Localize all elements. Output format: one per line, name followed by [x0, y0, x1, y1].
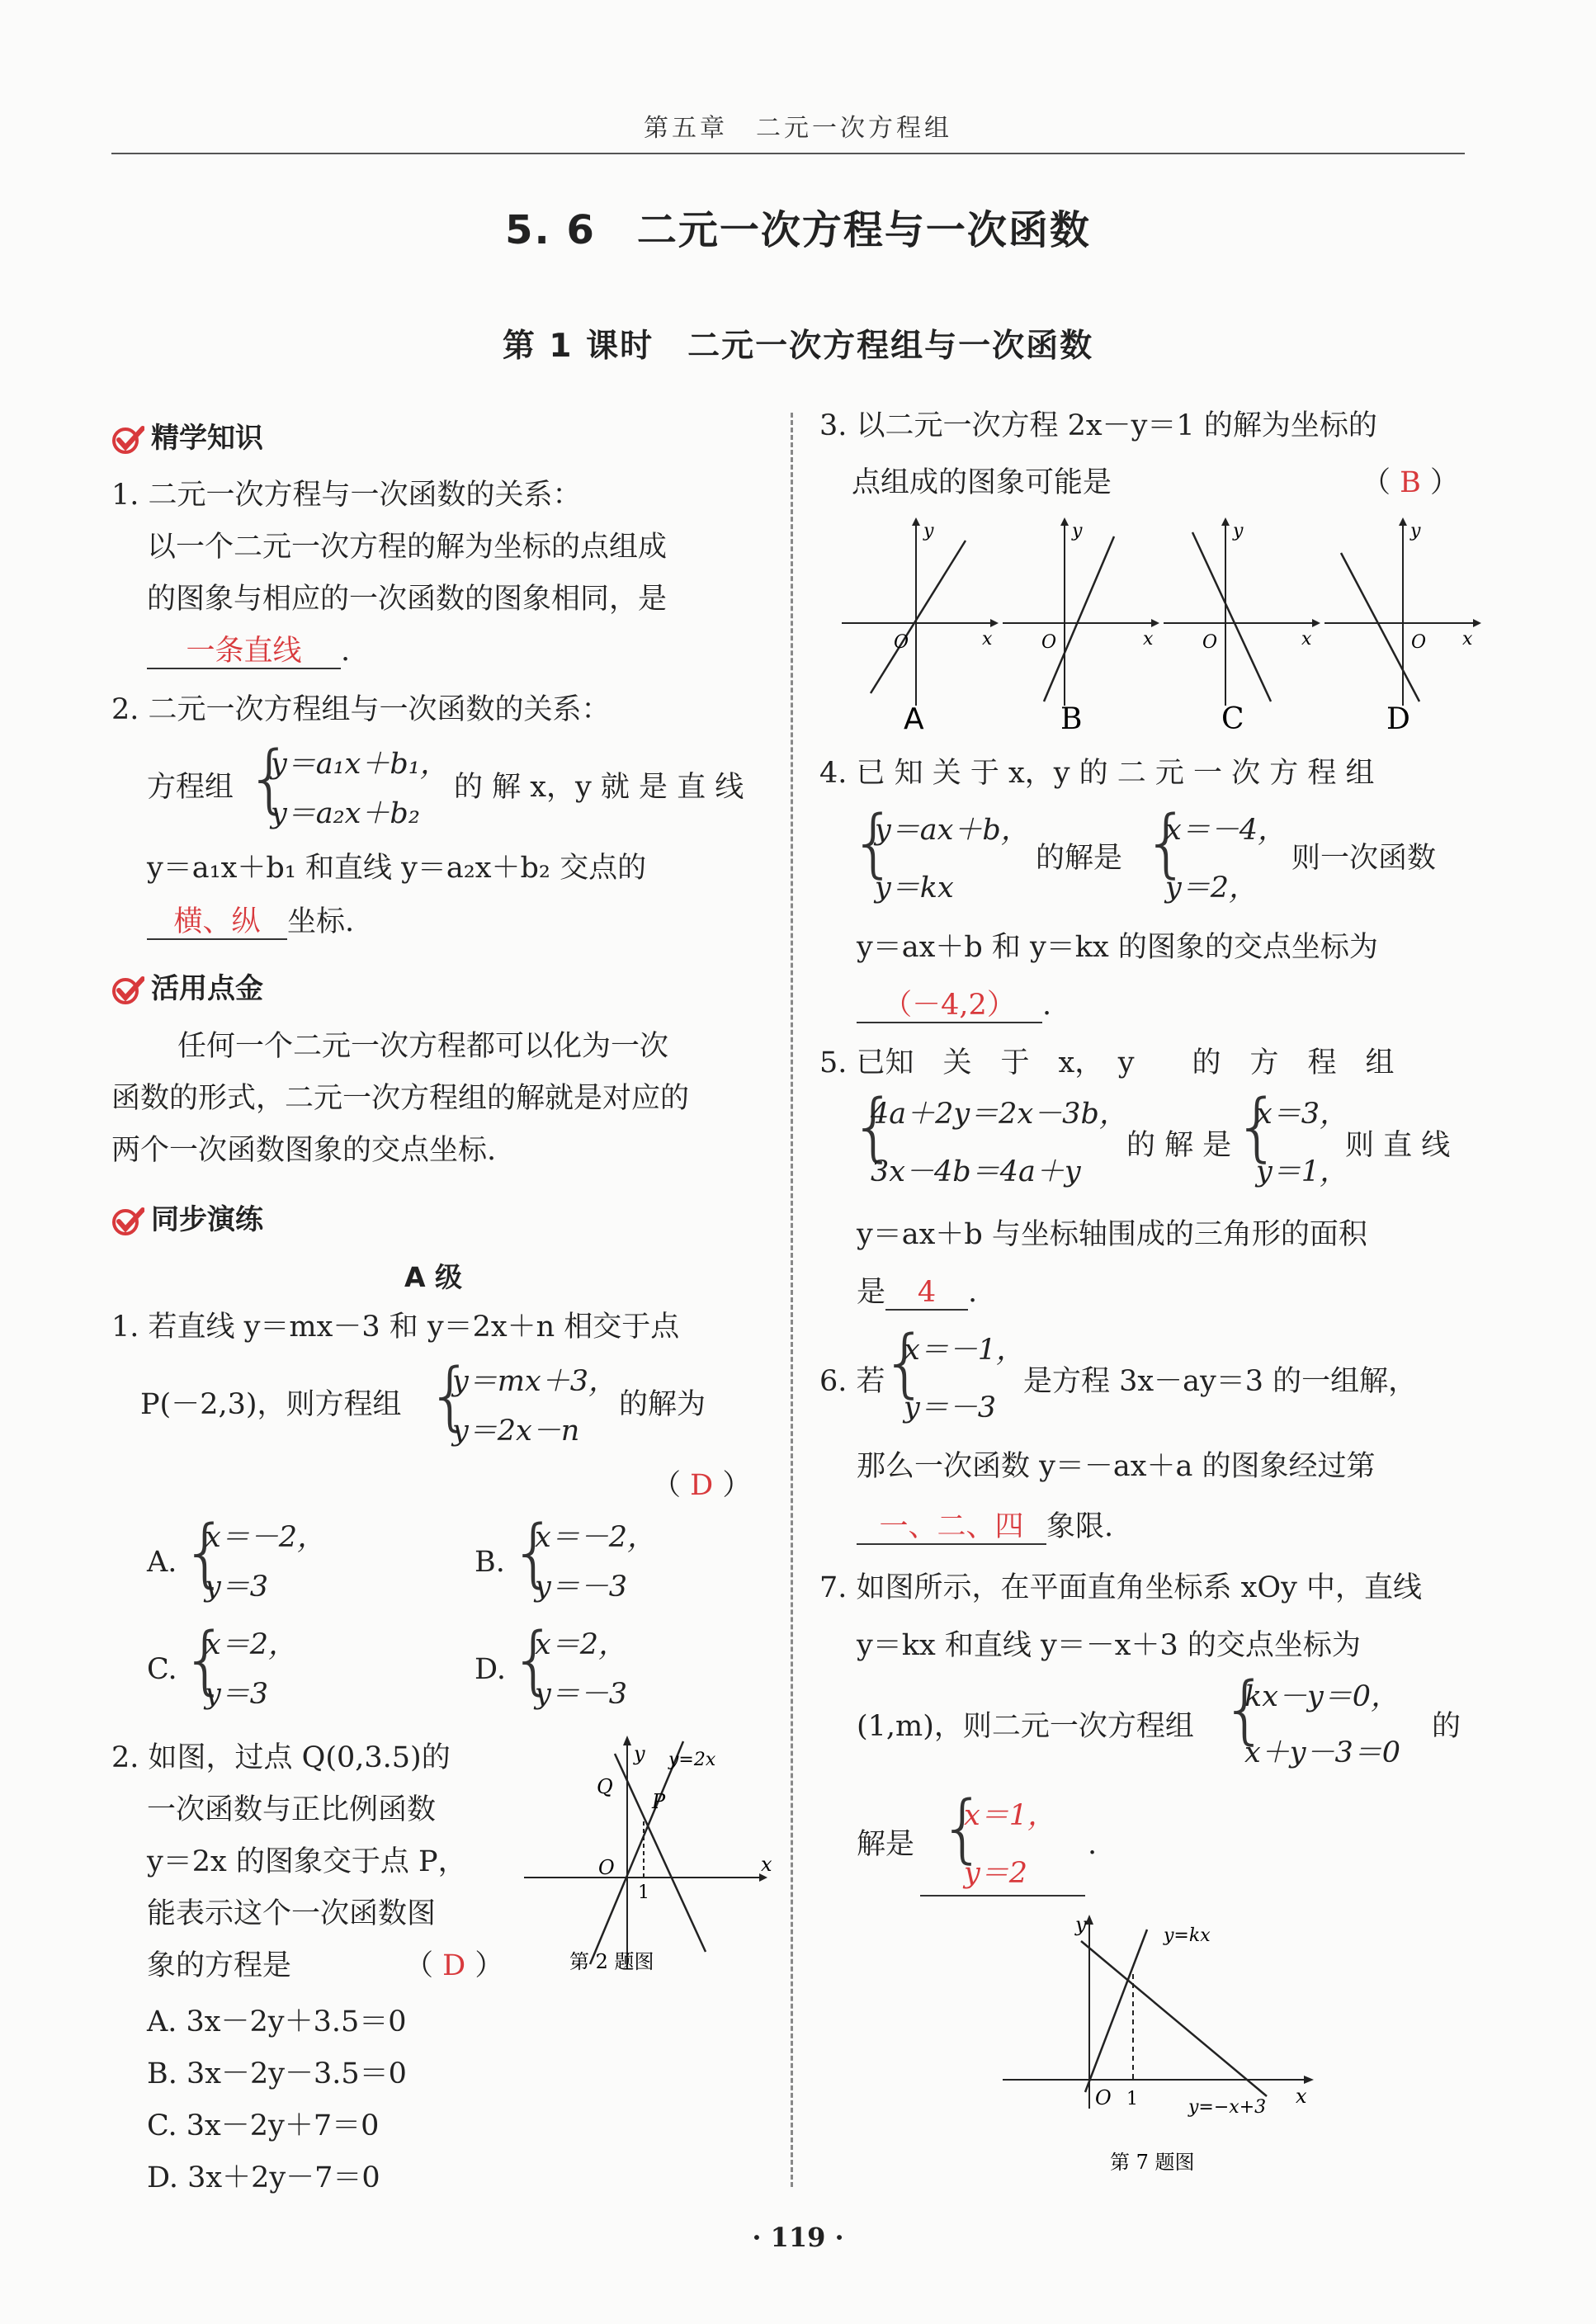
- tick-label: 1: [1126, 2089, 1138, 2109]
- point-q-label: Q: [597, 1775, 613, 1798]
- q2-opt-b: B. 3x－2y－3.5＝0: [147, 2057, 407, 2090]
- q3-line1: 3. 以二元一次方程 2x－y＝1 的解为坐标的: [819, 409, 1377, 442]
- q1-opt-a-1: x＝－2，: [205, 1521, 327, 1554]
- brace: {: [246, 735, 294, 822]
- axis-label-y: y: [923, 521, 934, 541]
- section-label: 精学知识: [151, 422, 263, 455]
- answer-blank: （－4,2）: [857, 989, 1042, 1023]
- q1-opt-b-2: y＝－3: [535, 1571, 628, 1604]
- period: .: [341, 635, 351, 668]
- brace: {: [510, 1617, 558, 1703]
- option-label: C: [1221, 702, 1244, 736]
- axis-label-x: x: [1462, 629, 1473, 649]
- q6-eq1: x＝－1，: [904, 1334, 1026, 1367]
- q5-mid: 的 解 是: [1126, 1129, 1232, 1162]
- graph-b: [1003, 517, 1159, 736]
- q5-line3: y＝ax＋b 与坐标轴围成的三角形的面积: [857, 1218, 1367, 1251]
- checkmark-icon: [111, 1207, 144, 1236]
- line-label: y=kx: [1164, 1925, 1211, 1946]
- answer-choice: B: [1400, 466, 1421, 499]
- q5-sol2: y＝1，: [1256, 1155, 1349, 1188]
- period: .: [968, 1276, 978, 1309]
- brace: {: [510, 1509, 558, 1596]
- q4-line1: 4. 已 知 关 于 x，y 的 二 元 一 次 方 程 组: [819, 757, 1375, 790]
- axis-label-x: x: [1296, 2085, 1307, 2108]
- chapter-header: 第五章 二元一次方程组: [644, 114, 952, 143]
- q4-eq1: y＝ax＋b，: [875, 814, 1030, 847]
- q5-sol1: x＝3，: [1256, 1098, 1349, 1131]
- paren: ）: [722, 1469, 752, 1502]
- q4-sol1: x＝－4，: [1165, 814, 1287, 847]
- page-number: · 119 ·: [752, 2222, 844, 2253]
- answer-choice: D: [442, 1949, 466, 1982]
- q4-post: 则一次函数: [1291, 842, 1437, 875]
- figure-caption: 第 7 题图: [1110, 2151, 1195, 2174]
- q7-eq1: kx－y＝0，: [1244, 1680, 1400, 1713]
- q1-eq1: y＝mx＋3，: [452, 1365, 617, 1398]
- line-y-kx: [1085, 1930, 1147, 2092]
- q1-opt-d-1: x＝2，: [535, 1628, 628, 1661]
- q2-line2: 一次函数与正比例函数: [147, 1793, 437, 1826]
- line-y-neg-x-3: [1081, 1941, 1267, 2096]
- axis-label-y: y: [1233, 521, 1244, 541]
- axis-label-y: y: [1075, 1913, 1087, 1936]
- k1-title: 1. 二元一次方程与一次函数的关系：: [111, 479, 582, 512]
- paren: （: [404, 1949, 434, 1982]
- level-label: A 级: [404, 1261, 463, 1293]
- brace: {: [182, 1617, 229, 1703]
- q7-pre: (1,m)，则二元一次方程组: [857, 1710, 1194, 1743]
- tips-line3: 两个一次函数图象的交点坐标.: [111, 1134, 497, 1167]
- q6-answer-line: [857, 1510, 1113, 1545]
- column-divider: [791, 413, 793, 2187]
- origin-label: O: [1411, 632, 1427, 653]
- q2-answer: [404, 1949, 503, 1982]
- y-arrow: [623, 1736, 631, 1745]
- origin-label: O: [894, 632, 909, 653]
- q2-line4: 能表示这个一次函数图: [147, 1897, 437, 1930]
- answer-choice: D: [690, 1469, 714, 1502]
- q2-line3: y＝2x 的图象交于点 P，: [147, 1845, 467, 1878]
- checkmark-icon: [111, 975, 144, 1005]
- tick-label: 1: [638, 1882, 649, 1903]
- paren: （: [652, 1469, 682, 1502]
- q1-opt-d-2: y＝－3: [535, 1678, 628, 1711]
- q3-line2: 点组成的图象可能是: [852, 466, 1112, 499]
- q4-mid: 的解是: [1036, 842, 1123, 875]
- brace: {: [427, 1353, 475, 1439]
- k2-answer-line: [147, 905, 354, 940]
- q7-ans2: y＝2: [964, 1857, 1028, 1890]
- graph-a: [842, 517, 999, 736]
- graph-c: [1164, 517, 1320, 736]
- q2-opt-a: A. 3x－2y＋3.5＝0: [147, 2005, 407, 2038]
- brace: {: [1234, 1084, 1282, 1170]
- q6-eq2: y＝－3: [904, 1391, 997, 1424]
- tips-line1: 任何一个二元一次方程都可以化为一次: [177, 1030, 669, 1063]
- section-heading-practice: [111, 1197, 263, 1237]
- period: .: [1042, 989, 1052, 1022]
- option-label: B: [1060, 702, 1083, 736]
- q2-opt-c: C. 3x－2y＋7＝0: [147, 2109, 380, 2142]
- section-label: 活用点金: [151, 972, 263, 1005]
- q1-opt-c-2: y＝3: [205, 1678, 269, 1711]
- q5-answer-line: [857, 1276, 977, 1311]
- k2-eq1: y＝a₁x＋b₁，: [271, 748, 449, 781]
- q1-post: 的解为: [619, 1388, 706, 1421]
- q5-eq1: 4a＋2y＝2x－3b，: [871, 1098, 1128, 1131]
- q7-ans1: x＝1，: [964, 1799, 1057, 1832]
- graph-d: [1324, 517, 1481, 736]
- q5-post: 则 直 线: [1345, 1129, 1451, 1162]
- k1-line1: 以一个二元一次方程的解为坐标的点组成: [147, 531, 668, 564]
- axis-label-y: y: [1072, 521, 1083, 541]
- q7-post: 的: [1432, 1710, 1461, 1743]
- origin-label: O: [1202, 632, 1218, 653]
- k1-answer-line: [147, 635, 350, 669]
- section-heading-tips: [111, 966, 263, 1006]
- section-label: 同步演练: [151, 1203, 263, 1236]
- q7-line2: y＝kx 和直线 y＝－x＋3 的交点坐标为: [857, 1629, 1361, 1662]
- q4-line3: y＝ax＋b 和 y＝kx 的图象的交点坐标为: [857, 931, 1378, 964]
- k2-eq2: y＝a₂x＋b₂: [271, 797, 420, 830]
- paren: ）: [475, 1949, 504, 1982]
- q7-figure: [994, 1906, 1324, 2179]
- axis-label-y: y: [1410, 521, 1421, 541]
- q1-opt-a-label: A.: [147, 1546, 177, 1579]
- section-heading-knowledge: [111, 415, 263, 456]
- option-label: D: [1386, 702, 1410, 736]
- line-through-q: [615, 1754, 706, 1952]
- line-label: y=2x: [668, 1750, 716, 1770]
- brace: {: [939, 1785, 987, 1872]
- k2-mid: 的 解 x，y 就 是 直 线: [454, 771, 744, 804]
- brace: {: [1221, 1666, 1269, 1753]
- answer-underline: [920, 1895, 1085, 1897]
- figure-caption: 第 2 题图: [569, 1950, 654, 1973]
- axis-label-x: x: [1143, 629, 1154, 649]
- brace: {: [182, 1509, 229, 1596]
- q6-pre: 6. 若: [819, 1365, 885, 1398]
- q2-figure: [520, 1729, 776, 1985]
- brace: {: [850, 800, 898, 886]
- q2-line1: 2. 如图，过点 Q(0,3.5)的: [111, 1741, 451, 1774]
- axis-label-x: x: [982, 629, 993, 649]
- suffix: 坐标.: [287, 905, 355, 938]
- q1-opt-b-label: B.: [475, 1546, 505, 1579]
- axis-label-x: x: [761, 1853, 772, 1876]
- origin-label: O: [1041, 632, 1057, 653]
- section-title: 5. 6 二元一次方程与一次函数: [505, 207, 1091, 253]
- lesson-title: 第 1 课时 二元一次方程组与一次函数: [502, 328, 1094, 365]
- line-label: y=−x+3: [1188, 2097, 1267, 2118]
- answer-blank: 一、二、四: [857, 1510, 1046, 1545]
- q4-answer-line: [857, 989, 1051, 1023]
- q5-eq2: 3x－4b＝4a＋y: [871, 1155, 1081, 1188]
- q1-eq2: y＝2x－n: [452, 1415, 580, 1448]
- answer-blank: 4: [885, 1276, 968, 1311]
- paren: （: [1362, 466, 1391, 499]
- brace: {: [1143, 800, 1191, 886]
- q5-line1: 5. 已知 关 于 x， y 的 方 程 组: [819, 1046, 1395, 1079]
- axis-label-y: y: [634, 1742, 645, 1765]
- q1-pre: P(－2,3)，则方程组: [140, 1388, 402, 1421]
- point-p-label: P: [652, 1790, 666, 1813]
- q6-line2: 那么一次函数 y＝－ax＋a 的图象经过第: [857, 1450, 1376, 1483]
- q2-line5: 象的方程是: [147, 1949, 292, 1982]
- origin-label: O: [1095, 2086, 1112, 2109]
- q1-opt-b-1: x＝－2，: [535, 1521, 657, 1554]
- k1-line2: 的图象与相应的一次函数的图象相同，是: [147, 583, 668, 616]
- q1-line1: 1. 若直线 y＝mx－3 和 y＝2x＋n 相交于点: [111, 1311, 680, 1344]
- q4-sol2: y＝2，: [1165, 872, 1258, 905]
- option-label: A: [904, 702, 924, 736]
- q7-sol-label: 解是: [857, 1828, 915, 1861]
- q6-post: 是方程 3x－ay＝3 的一组解，: [1023, 1365, 1418, 1398]
- tips-line2: 函数的形式，二元一次方程组的解就是对应的: [111, 1082, 690, 1115]
- q3-answer: [1362, 466, 1459, 499]
- q1-opt-a-2: y＝3: [205, 1571, 269, 1604]
- q7-end: .: [1088, 1828, 1098, 1861]
- q7-line1: 7. 如图所示，在平面直角坐标系 xOy 中，直线: [819, 1571, 1422, 1604]
- q1-answer: [652, 1469, 751, 1502]
- q1-opt-c-1: x＝2，: [205, 1628, 298, 1661]
- header-rule: [111, 153, 1465, 154]
- q7-eq2: x＋y－3＝0: [1244, 1736, 1401, 1769]
- k2-pre: 方程组: [147, 771, 234, 804]
- q1-opt-c-label: C.: [147, 1653, 177, 1686]
- origin-label: O: [598, 1856, 615, 1879]
- brace: {: [881, 1320, 929, 1406]
- x-arrow: [1304, 2076, 1314, 2084]
- checkmark-icon: [111, 425, 144, 455]
- brace: {: [850, 1084, 898, 1170]
- answer-blank: 一条直线: [147, 635, 341, 669]
- q1-opt-d-label: D.: [475, 1653, 506, 1686]
- axis-label-x: x: [1301, 629, 1312, 649]
- paren: ）: [1430, 466, 1460, 499]
- prefix: 是: [857, 1276, 886, 1309]
- q2-opt-d: D. 3x＋2y－7＝0: [147, 2161, 380, 2194]
- suffix: 象限.: [1046, 1510, 1114, 1543]
- q4-eq2: y＝kx: [875, 872, 954, 905]
- k2-title: 2. 二元一次方程组与一次函数的关系：: [111, 693, 611, 726]
- answer-blank: 横、纵: [147, 905, 287, 940]
- q3-figures: [838, 516, 1481, 739]
- k2-line2: y＝a₁x＋b₁ 和直线 y＝a₂x＋b₂ 交点的: [147, 852, 647, 885]
